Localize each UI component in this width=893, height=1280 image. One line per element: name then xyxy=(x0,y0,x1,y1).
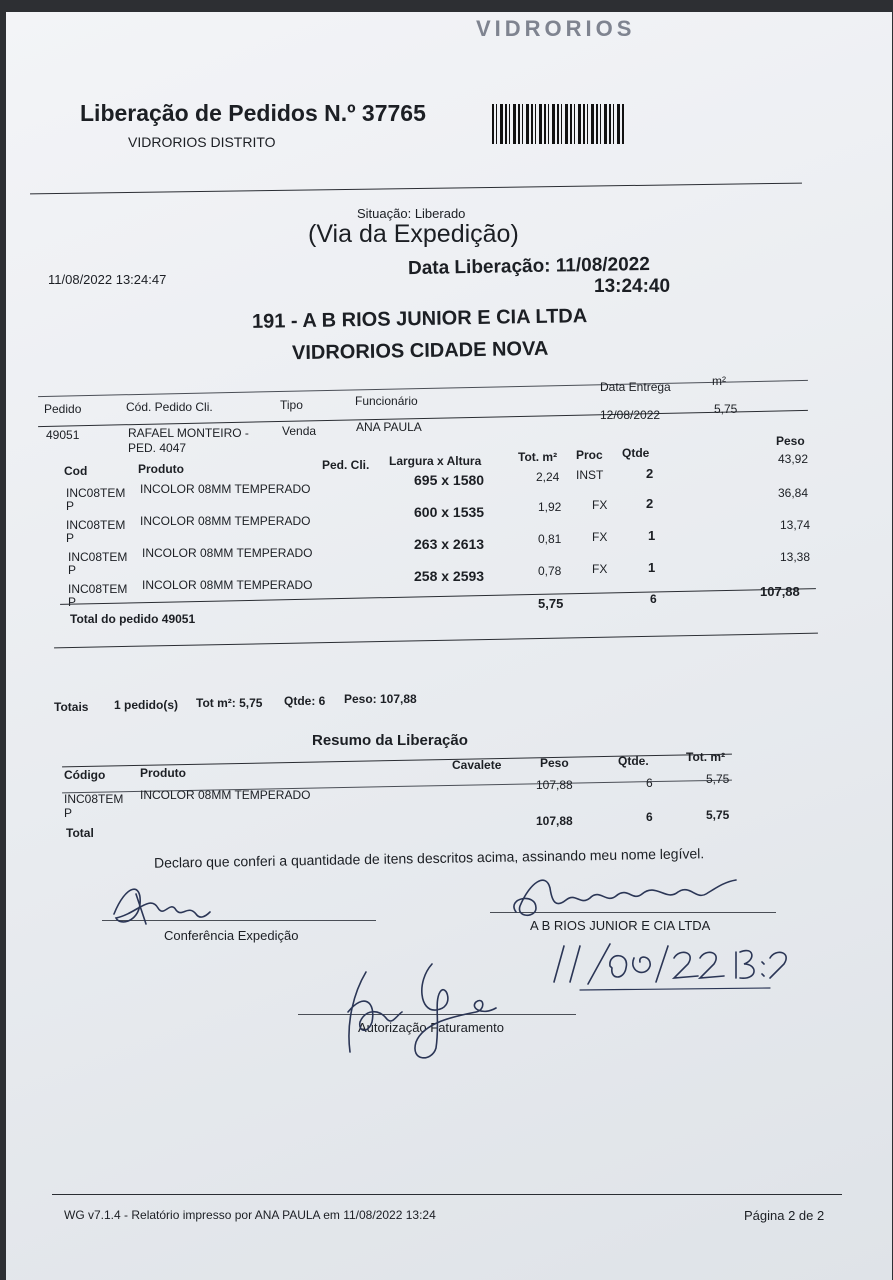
via-label: (Via da Expedição) xyxy=(308,220,519,248)
row-tot-m2: 2,24 xyxy=(536,470,560,484)
row-dimensions: 258 x 2593 xyxy=(414,568,485,584)
handwritten-date xyxy=(540,932,790,994)
row-dimensions: 695 x 1580 xyxy=(414,472,485,488)
client-signature xyxy=(506,862,756,922)
autorizacao-signature xyxy=(336,952,536,1072)
row-qtde: 1 xyxy=(648,560,656,575)
row-dimensions: 600 x 1535 xyxy=(414,504,485,520)
row-proc: FX xyxy=(592,562,608,576)
release-date: Data Liberação: 11/08/2022 xyxy=(407,253,651,280)
release-time: 13:24:40 xyxy=(594,276,671,297)
autorizacao-label: Autorização Faturamento xyxy=(358,1020,504,1035)
row-proc: INST xyxy=(576,468,604,482)
cod-pedido-cli-line2: PED. 4047 xyxy=(128,441,187,455)
totals-pedidos: 1 pedido(s) xyxy=(114,698,179,712)
row-cod-tail: P xyxy=(66,499,75,513)
row-cod: INC08TEM xyxy=(68,550,128,564)
row-peso: 13,74 xyxy=(780,518,811,532)
items-col-tot-m2: Tot. m² xyxy=(518,450,558,464)
col-tipo: Tipo xyxy=(280,398,303,412)
row-produto: INCOLOR 08MM TEMPERADO xyxy=(142,578,313,592)
footer-page-number: Página 2 de 2 xyxy=(744,1208,825,1223)
funcionario-value: ANA PAULA xyxy=(356,420,422,434)
summary-total-label: Total xyxy=(66,826,94,840)
items-col-produto: Produto xyxy=(138,462,184,476)
row-cod-tail: P xyxy=(66,531,75,545)
row-qtde: 2 xyxy=(646,496,654,511)
row-proc: FX xyxy=(592,498,608,512)
row-cod-tail: P xyxy=(68,595,77,609)
items-col-ped-cli: Ped. Cli. xyxy=(322,458,370,472)
company-name: VIDRORIOS DISTRITO xyxy=(128,134,276,150)
summary-codigo-tail: P xyxy=(64,806,73,820)
row-peso: 36,84 xyxy=(778,486,809,500)
summary-peso: 107,88 xyxy=(536,778,573,792)
data-entrega-value: 12/08/2022 xyxy=(600,408,661,422)
client-signature-label: A B RIOS JUNIOR E CIA LTDA xyxy=(530,918,711,933)
row-produto: INCOLOR 08MM TEMPERADO xyxy=(140,482,311,496)
row-peso: 13,38 xyxy=(780,550,811,564)
row-tot-m2: 0,78 xyxy=(538,564,562,578)
summary-qtde: 6 xyxy=(646,776,653,790)
summary-col-codigo: Código xyxy=(64,768,106,782)
summary-col-produto: Produto xyxy=(140,766,186,780)
m2-value: 5,75 xyxy=(714,402,738,416)
col-data-entrega: Data Entrega xyxy=(600,380,671,394)
situation-text: Situação: Liberado xyxy=(357,206,466,221)
col-cod-pedido-cli: Cód. Pedido Cli. xyxy=(126,400,213,414)
summary-total-peso: 107,88 xyxy=(536,814,573,828)
conferencia-label: Conferência Expedição xyxy=(164,928,299,943)
printed-datetime: 11/08/2022 13:24:47 xyxy=(48,272,167,287)
order-total-peso: 107,88 xyxy=(760,584,800,599)
document-title: Liberação de Pedidos N.º 37765 xyxy=(80,100,426,126)
summary-col-cavalete: Cavalete xyxy=(452,758,502,772)
items-col-largura-altura: Largura x Altura xyxy=(389,454,482,468)
declaration-text: Declaro que conferi a quantidade de itens descritos acima, assinando meu nome legível. xyxy=(153,845,705,871)
summary-total-qtde: 6 xyxy=(646,810,653,824)
summary-tot-m2: 5,75 xyxy=(706,772,730,786)
items-col-proc: Proc xyxy=(576,448,603,462)
items-col-peso: Peso xyxy=(776,434,805,448)
row-tot-m2: 0,81 xyxy=(538,532,562,546)
client-name: 191 - A B RIOS JUNIOR E CIA LTDA xyxy=(251,305,588,333)
row-tot-m2: 1,92 xyxy=(538,500,562,514)
order-total-label: Total do pedido 49051 xyxy=(70,612,196,626)
cod-pedido-cli-line1: RAFAEL MONTEIRO - xyxy=(128,426,249,440)
items-col-cod: Cod xyxy=(64,464,88,478)
summary-col-tot-m2: Tot. m² xyxy=(686,750,726,764)
summary-codigo: INC08TEM xyxy=(64,792,124,806)
divider xyxy=(30,183,802,195)
footer-printed-by: WG v7.1.4 - Relatório impresso por ANA PAULA em 11/08/2022 13:24 xyxy=(64,1208,436,1222)
divider xyxy=(38,380,808,397)
row-peso: 43,92 xyxy=(778,452,809,466)
order-total-m2: 5,75 xyxy=(538,596,564,611)
row-dimensions: 263 x 2613 xyxy=(414,536,485,552)
summary-col-qtde: Qtde. xyxy=(618,754,649,768)
pedido-value: 49051 xyxy=(46,428,80,442)
summary-total-m2: 5,75 xyxy=(706,808,730,822)
summary-produto: INCOLOR 08MM TEMPERADO xyxy=(140,788,311,802)
conferencia-signature xyxy=(106,874,216,934)
branch-name: VIDRORIOS CIDADE NOVA xyxy=(291,337,549,365)
divider xyxy=(52,1194,842,1195)
top-strip-text: VIDRORIOS xyxy=(476,16,636,41)
tipo-value: Venda xyxy=(282,424,317,438)
row-qtde: 2 xyxy=(646,466,654,481)
row-cod-tail: P xyxy=(68,563,77,577)
divider xyxy=(54,633,818,649)
row-cod: INC08TEM xyxy=(66,486,126,500)
totals-m2: Tot m²: 5,75 xyxy=(196,696,263,710)
row-qtde: 1 xyxy=(648,528,656,543)
col-funcionario: Funcionário xyxy=(355,394,418,408)
col-m2: m² xyxy=(712,374,726,388)
order-total-qtde: 6 xyxy=(650,592,657,606)
row-cod: INC08TEM xyxy=(68,582,128,596)
totals-qtde: Qtde: 6 xyxy=(284,694,326,708)
row-produto: INCOLOR 08MM TEMPERADO xyxy=(142,546,313,560)
document-page xyxy=(6,12,892,1280)
summary-col-peso: Peso xyxy=(540,756,569,770)
totals-label: Totais xyxy=(54,700,89,714)
items-col-qtde: Qtde xyxy=(622,446,650,460)
summary-title: Resumo da Liberação xyxy=(312,732,468,749)
row-produto: INCOLOR 08MM TEMPERADO xyxy=(140,514,311,528)
barcode xyxy=(492,104,626,144)
totals-peso: Peso: 107,88 xyxy=(344,692,417,706)
col-pedido: Pedido xyxy=(44,402,82,416)
row-cod: INC08TEM xyxy=(66,518,126,532)
row-proc: FX xyxy=(592,530,608,544)
